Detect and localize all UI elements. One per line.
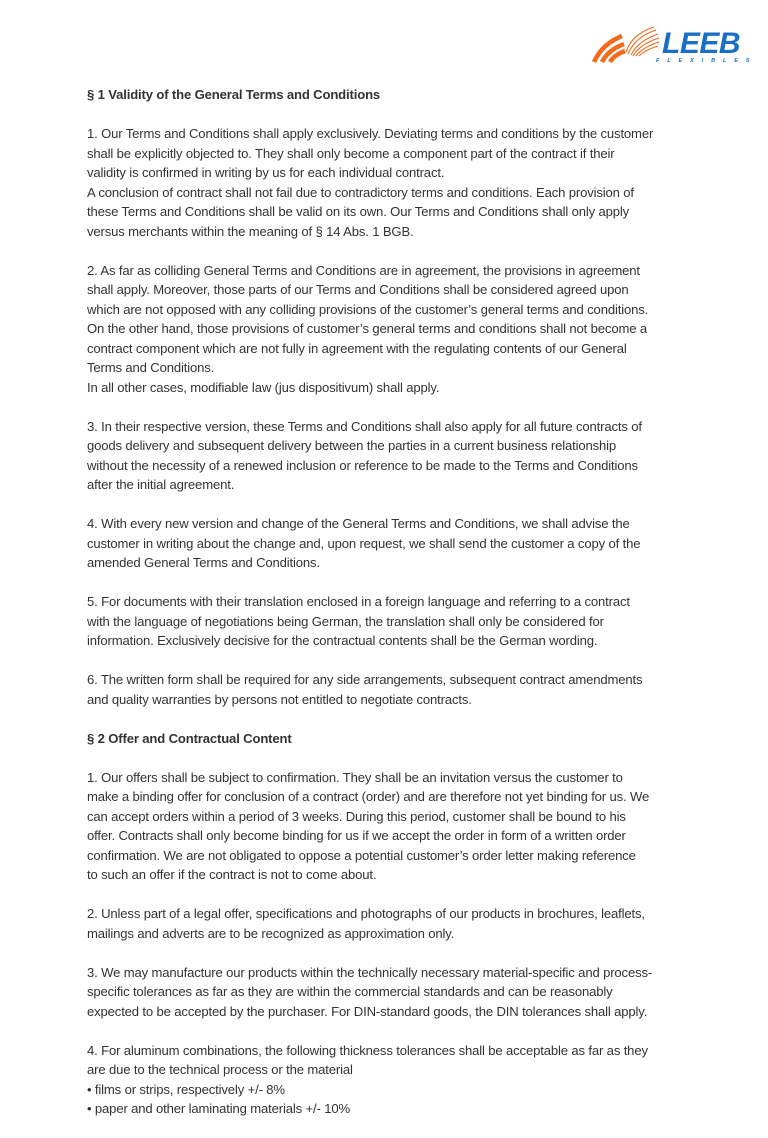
text-line: 2. As far as colliding General Terms and Conditions are in agreement, the provisions in agreement <box>87 262 640 278</box>
text-line: On the other hand, those provisions of customer’s general terms and conditions shall not become a <box>87 321 647 336</box>
text-line: after the initial agreement. <box>87 477 235 492</box>
text-line: 2. Unless part of a legal offer, specifications and photographs of our products in brochures, leaflets, <box>87 906 645 921</box>
text-line: shall apply. Moreover, those parts of our Terms and Conditions shall be considered agreed upon <box>87 282 629 297</box>
text-line: 4. With every new version and change of the General Terms and Conditions, we shall advise the <box>87 516 630 531</box>
section-2-heading: § 2 Offer and Contractual Content <box>87 730 292 746</box>
logo-tagline: F L E X I B L E S <box>656 58 753 64</box>
text-line: 3. In their respective version, these Terms and Conditions shall also apply for all future contracts of <box>87 418 642 434</box>
text-line: without the necessity of a renewed inclusion or reference to be made to the Terms and Conditions <box>87 457 638 473</box>
text-line: 1. Our offers shall be subject to confirmation. They shall be an invitation versus the customer to <box>87 769 623 785</box>
text-line: which are not opposed with any colliding provisions of the customer’s general terms and conditions. <box>87 301 649 317</box>
text-line: goods delivery and subsequent delivery between the parties in a current business relationship <box>87 438 617 453</box>
section-1-clause-1 <box>87 124 707 241</box>
text-line: versus merchants within the meaning of § 14 Abs. 1 BGB. <box>87 223 414 239</box>
section-2-clause-3 <box>87 963 707 1022</box>
text-line: with the language of negotiations being German, the translation shall only be considered for <box>87 613 604 629</box>
text-line: expected to be accepted by the purchaser. For DIN-standard goods, the DIN tolerances shall apply. <box>87 1003 648 1019</box>
text-line: offer. Contracts shall only become binding for us if we accept the order in form of a written order <box>87 828 626 843</box>
leeb-flexibles-logo <box>588 22 758 64</box>
text-line: confirmation. We are not obligated to oppose a potential customer’s order letter making reference <box>87 847 636 863</box>
logo-wordmark: LEEB <box>662 27 741 60</box>
section-2 <box>87 729 707 1119</box>
text-line: 4. For aluminum combinations, the following thickness tolerances shall be acceptable as far as they <box>87 1042 648 1058</box>
text-line: 6. The written form shall be required for any side arrangements, subsequent contract amendments <box>87 672 643 687</box>
text-line: specific tolerances as far as they are within the commercial standards and can be reasonably <box>87 984 613 999</box>
section-1-clause-3 <box>87 417 707 495</box>
text-line: shall be explicitly objected to. They shall only become a component part of the contract if their <box>87 145 615 161</box>
section-1 <box>87 85 707 709</box>
text-line: 5. For documents with their translation enclosed in a foreign language and referring to a contract <box>87 594 630 609</box>
text-line: Terms and Conditions. <box>87 360 215 375</box>
text-line: are due to the technical process or the material <box>87 1062 353 1077</box>
text-line: information. Exclusively decisive for the contractual contents shall be the German wording. <box>87 633 598 648</box>
section-2-clause-1 <box>87 768 707 885</box>
section-2-clause-2 <box>87 904 707 943</box>
text-line: amended General Terms and Conditions. <box>87 555 320 570</box>
section-2-clause-4 <box>87 1041 707 1119</box>
text-line: mailings and adverts are to be recognized as approximation only. <box>87 925 455 941</box>
section-1-heading: § 1 Validity of the General Terms and Conditions <box>87 87 381 102</box>
text-line: validity is confirmed in writing by us for each individual contract. <box>87 165 445 180</box>
section-1-clause-6 <box>87 670 707 709</box>
text-line: can accept orders within a period of 3 weeks. During this period, customer shall be bound to his <box>87 808 626 824</box>
text-line: contract component which are not fully in agreement with the regulating contents of our General <box>87 340 627 356</box>
bullet-line: • paper and other laminating materials +/- 10% <box>87 1101 350 1116</box>
section-1-clause-4 <box>87 514 707 573</box>
text-line: 3. We may manufacture our products within the technically necessary material-specific and process- <box>87 964 653 980</box>
text-line: and quality warranties by persons not entitled to negotiate contracts. <box>87 691 472 707</box>
text-line: to such an offer if the contract is not to come about. <box>87 867 377 882</box>
leeb-logo-icon <box>588 22 758 64</box>
text-line: customer in writing about the change and, upon request, we shall send the customer a copy of the <box>87 535 641 551</box>
text-line: A conclusion of contract shall not fail due to contradictory terms and conditions. Each provision of <box>87 184 634 200</box>
terms-content <box>87 85 707 1138</box>
text-line: In all other cases, modifiable law (jus dispositivum) shall apply. <box>87 379 440 395</box>
section-1-clause-5 <box>87 592 707 651</box>
section-1-clause-2 <box>87 261 707 398</box>
text-line: these Terms and Conditions shall be valid on its own. Our Terms and Conditions shall only apply <box>87 204 630 219</box>
text-line: make a binding offer for conclusion of a contract (order) and are therefore not yet binding for us. We <box>87 789 650 804</box>
text-line: 1. Our Terms and Conditions shall apply exclusively. Deviating terms and conditions by the customer <box>87 126 654 141</box>
bullet-line: • films or strips, respectively +/- 8% <box>87 1081 285 1097</box>
